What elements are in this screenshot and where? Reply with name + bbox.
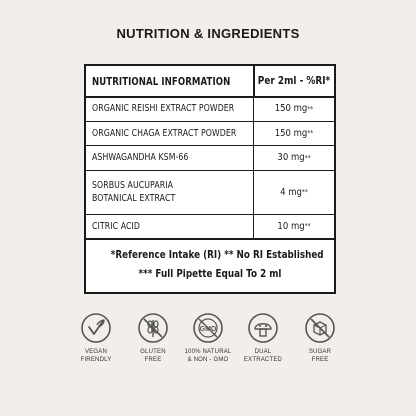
non-gmo-icon xyxy=(192,312,224,344)
badge-label: DUAL EXTRACTED xyxy=(243,349,283,363)
nutrition-table xyxy=(84,64,336,240)
vegan-leaf-icon xyxy=(80,312,112,344)
footnote-line-1: *Reference Intake (RI) ** No RI Established xyxy=(110,248,324,261)
ingredient-name: ORGANIC CHAGA EXTRACT POWDER xyxy=(92,127,237,139)
ingredient-name: CITRIC ACID xyxy=(92,220,140,232)
badge-row xyxy=(0,312,416,372)
table-header-row xyxy=(86,66,334,98)
sugar-free-icon xyxy=(304,312,336,344)
ingredient-value: 150 mg ** xyxy=(274,103,314,114)
table-row xyxy=(86,145,334,171)
badge-label: GLUTEN FREE xyxy=(140,349,166,363)
table-row xyxy=(86,170,334,215)
ingredient-value: 4 mg ** xyxy=(280,186,308,198)
dual-extracted-mushroom-icon xyxy=(247,312,279,344)
badge-sugar-free xyxy=(285,312,355,364)
header-name: NUTRITIONAL INFORMATION xyxy=(92,74,231,88)
footnotes xyxy=(84,240,336,294)
badge-label: SUGAR FREE xyxy=(308,349,332,363)
footnote-line-2: *** Full Pipette Equal To 2 ml xyxy=(138,267,282,280)
ingredient-name: ASHWAGANDHA KSM-66 xyxy=(92,152,189,163)
table-row xyxy=(86,121,334,146)
table-row xyxy=(86,214,334,238)
ingredient-value: 10 mg ** xyxy=(277,220,311,232)
svg-text:GMO: GMO xyxy=(199,326,217,333)
page-title: NUTRITION & INGREDIENTS xyxy=(116,26,300,41)
table-row xyxy=(86,96,334,122)
gluten-free-icon xyxy=(137,312,169,344)
ingredient-name: SORBUS AUCUPARIA BOTANICAL EXTRACT xyxy=(92,180,176,204)
badge-label: 100% NATURAL & NON - GMO xyxy=(184,349,232,363)
ingredient-value: 30 mg ** xyxy=(277,152,311,163)
ingredient-value: 150 mg ** xyxy=(274,127,314,139)
header-value: Per 2ml - %RI* xyxy=(257,75,331,87)
badge-label: VEGAN FIRENDLY xyxy=(80,349,112,363)
ingredient-name: ORGANIC REISHI EXTRACT POWDER xyxy=(92,103,235,114)
